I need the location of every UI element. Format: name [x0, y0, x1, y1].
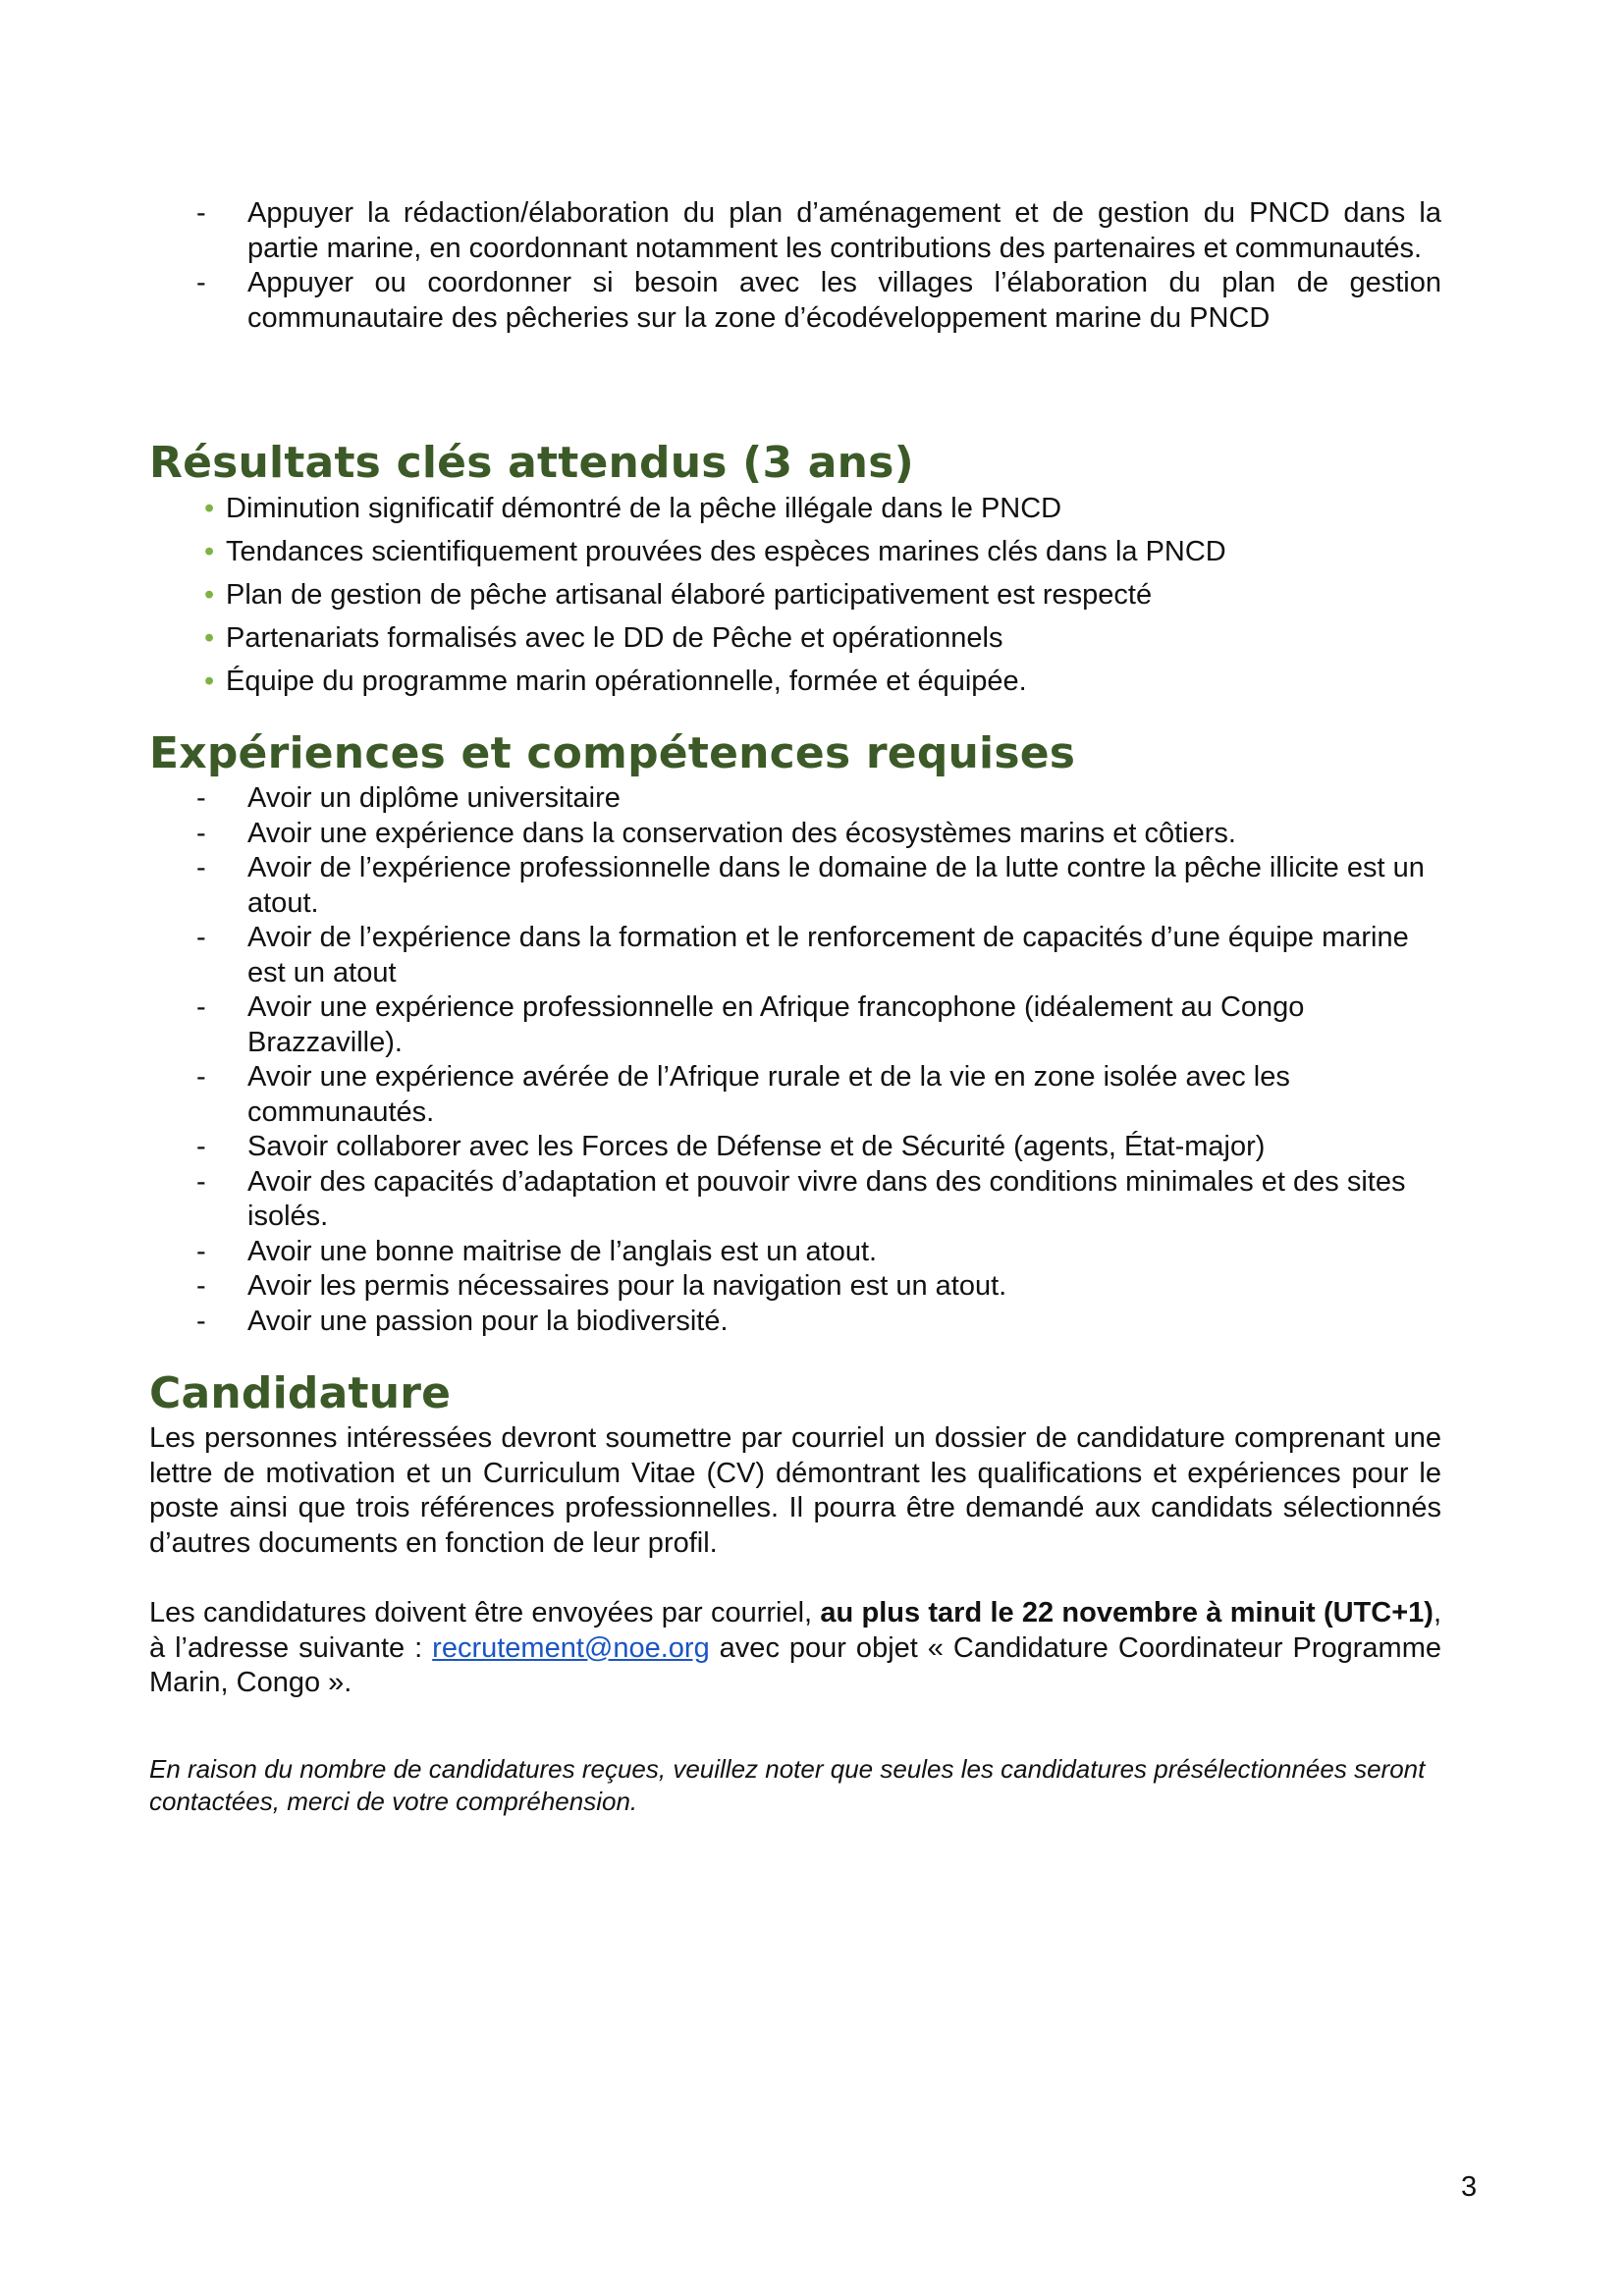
list-item [204, 660, 1432, 703]
list-item [196, 1130, 1441, 1165]
dash-marker: - [196, 782, 206, 814]
experience-list [196, 781, 1441, 1339]
dash-marker: - [196, 1270, 206, 1302]
dash-marker: - [196, 267, 206, 298]
list-item-text: Avoir de l’expérience professionnelle dans le domaine de la lutte contre la pêche illicite est un atout. [247, 852, 1425, 919]
instructions-mid: , à l’adresse suivante : [149, 1597, 1441, 1664]
instructions-tail: avec pour objet « Candidature Coordinateur Programme Marin, Congo ». [149, 1631, 1441, 1698]
list-item-text: Plan de gestion de pêche artisanal élaboré participativement est respecté [226, 579, 1153, 611]
list-item-text: Équipe du programme marin opérationnelle, formée et équipée. [226, 666, 1027, 697]
deadline-text: au plus tard le 22 novembre à minuit (UTC+1) [820, 1597, 1434, 1629]
list-item-text: Tendances scientifiquement prouvées des espèces marines clés dans la PNCD [226, 536, 1226, 567]
bullet-icon: • [204, 493, 215, 524]
list-item [196, 1305, 1441, 1340]
instructions-lead: Les candidatures doivent être envoyées par courriel, [149, 1597, 821, 1629]
list-item-text: Appuyer ou coordonner si besoin avec les villages l’élaboration du plan de gestion communautaire des pêcheries sur la zone d’écodéveloppement marine du PNCD [247, 267, 1441, 334]
list-item-text: Avoir une passion pour la biodiversité. [247, 1305, 729, 1337]
bullet-icon: • [204, 536, 215, 567]
application-paragraph: Les personnes intéressées devront soumettre par courriel un dossier de candidature comprenant une lettre de motivation et un Curriculum Vitae (CV) démontrant les qualifications et expériences pour le poste ainsi que trois références professionnelles. Il pourra être demandé aux candidats sélectionnés d’autres documents en fonction de leur profil. [149, 1422, 1441, 1559]
selection-note: En raison du nombre de candidatures reçues, veuillez noter que seules les candidatures présélectionnées seront contactées, merci de votre compréhension. [149, 1754, 1426, 1816]
email-link[interactable]: recrutement@noe.org [432, 1631, 710, 1664]
list-item-text: Avoir les permis nécessaires pour la navigation est un atout. [247, 1270, 1007, 1302]
list-item [196, 1269, 1441, 1305]
list-item [196, 817, 1441, 852]
dash-marker: - [196, 922, 206, 953]
bullet-icon: • [204, 666, 215, 697]
list-item-text: Avoir de l’expérience dans la formation et le renforcement de capacités d’une équipe marine est un atout [247, 922, 1409, 988]
list-item [196, 921, 1441, 990]
list-item [196, 1060, 1441, 1130]
list-item [196, 1165, 1441, 1235]
dash-marker: - [196, 197, 206, 229]
experience-heading: Expériences et compétences requises [149, 728, 1076, 778]
intro-task-list [196, 196, 1441, 336]
results-list [204, 487, 1432, 703]
list-item [196, 851, 1441, 921]
list-item-text: Partenariats formalisés avec le DD de Pêche et opérationnels [226, 622, 1003, 654]
list-item [196, 1235, 1441, 1270]
list-item [196, 266, 1441, 336]
dash-marker: - [196, 852, 206, 883]
list-item-text: Avoir une bonne maitrise de l’anglais est un atout. [247, 1235, 878, 1267]
list-item-text: Appuyer la rédaction/élaboration du plan d’aménagement et de gestion du PNCD dans la partie marine, en coordonnant notamment les contributions des partenaires et communautés. [247, 197, 1441, 264]
list-item [196, 990, 1441, 1060]
list-item-text: Avoir une expérience professionnelle en Afrique francophone (idéalement au Congo Brazzaville). [247, 991, 1305, 1058]
list-item-text: Diminution significatif démontré de la pêche illégale dans le PNCD [226, 493, 1062, 524]
dash-marker: - [196, 817, 206, 849]
bullet-icon: • [204, 579, 215, 611]
dash-marker: - [196, 1131, 206, 1162]
list-item [196, 781, 1441, 817]
list-item [204, 530, 1432, 573]
page-number: 3 [1461, 2171, 1478, 2203]
bullet-icon: • [204, 622, 215, 654]
list-item-text: Avoir une expérience dans la conservation des écosystèmes marins et côtiers. [247, 817, 1236, 849]
dash-marker: - [196, 1061, 206, 1093]
application-heading: Candidature [149, 1368, 452, 1418]
list-item-text: Avoir des capacités d’adaptation et pouvoir vivre dans des conditions minimales et des sites isolés. [247, 1165, 1406, 1232]
list-item-text: Avoir une expérience avérée de l’Afrique rurale et de la vie en zone isolée avec les communautés. [247, 1061, 1290, 1128]
list-item [204, 616, 1432, 660]
list-item-text: Savoir collaborer avec les Forces de Défense et de Sécurité (agents, État-major) [247, 1131, 1266, 1162]
list-item [196, 196, 1441, 266]
dash-marker: - [196, 1165, 206, 1198]
results-heading: Résultats clés attendus (3 ans) [149, 438, 914, 488]
list-item [204, 573, 1432, 616]
list-item-text: Avoir un diplôme universitaire [247, 782, 621, 814]
dash-marker: - [196, 1305, 206, 1337]
dash-marker: - [196, 1235, 206, 1267]
application-instructions [149, 1596, 1441, 1701]
dash-marker: - [196, 991, 206, 1023]
list-item [204, 487, 1432, 530]
